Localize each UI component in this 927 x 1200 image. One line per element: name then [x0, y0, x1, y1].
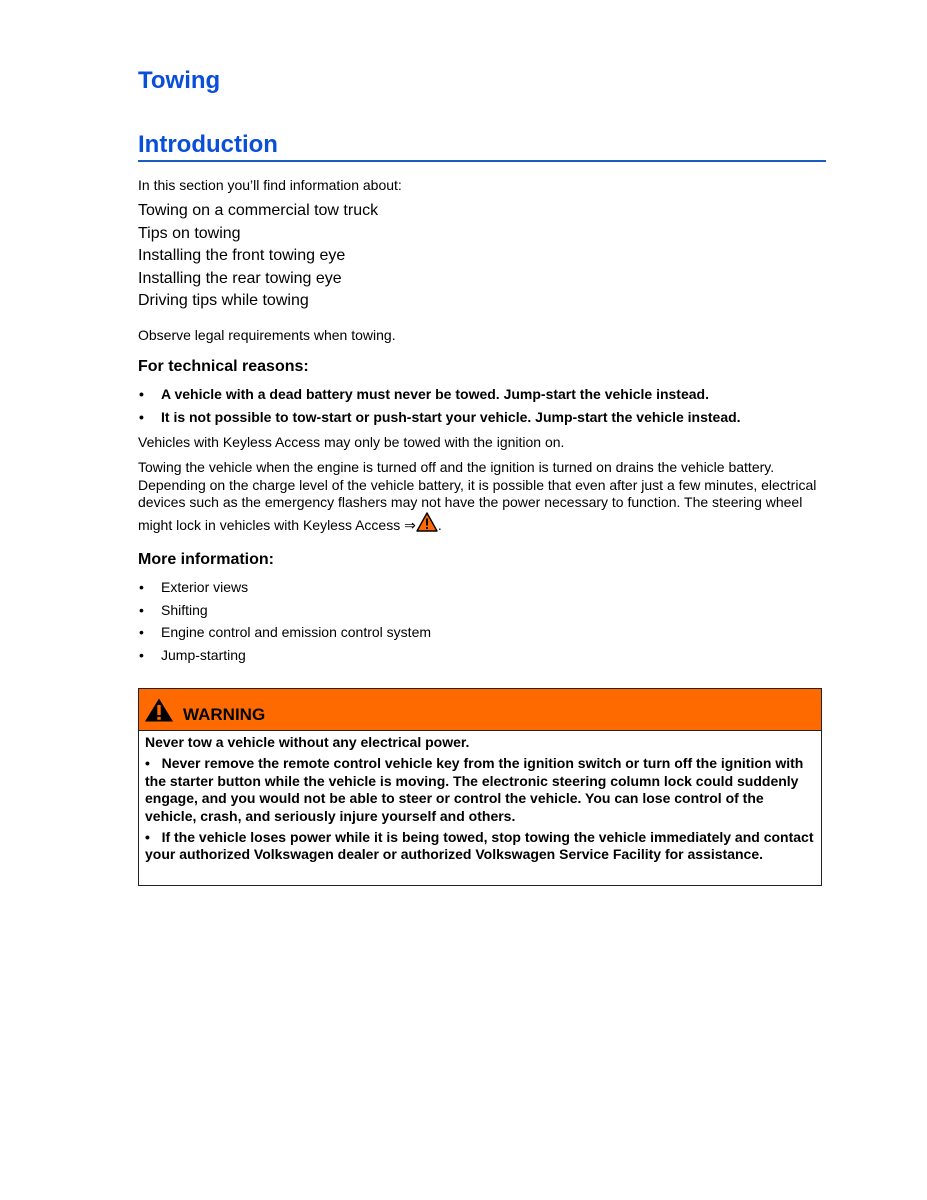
topic-item: Installing the front towing eye [138, 247, 346, 265]
warning-box [138, 688, 822, 886]
bullet-marker: • [139, 601, 144, 618]
warning-intro: Never tow a vehicle without any electrical power. [145, 734, 470, 750]
list-item[interactable] [138, 644, 431, 667]
legal-note: Observe legal requirements when towing. [138, 327, 396, 343]
more-info-heading: More information: [138, 551, 274, 568]
warning-title: WARNING [183, 705, 266, 724]
section-title: Towing [138, 67, 221, 94]
bullet-marker: • [139, 646, 144, 663]
list-item[interactable] [138, 576, 431, 599]
warning-item-text: If the vehicle loses power while it is being towed, stop towing the vehicle immediately and contact your authorized Volkswagen dealer or authorized Volkswagen Service Facility for assistance. [145, 829, 814, 863]
subsection-title: Introduction [138, 131, 826, 162]
more-info-link[interactable]: Jump-starting [161, 646, 246, 663]
battery-drain-end: . [437, 516, 442, 533]
bullet-marker: • [139, 386, 144, 402]
warning-triangle-icon [144, 697, 174, 723]
technical-list [138, 383, 741, 429]
topic-item: Towing on a commercial tow truck [138, 202, 379, 219]
list-item[interactable] [138, 621, 431, 644]
topic-list [138, 200, 378, 313]
warning-item [145, 829, 815, 864]
more-info-list [138, 576, 431, 666]
bullet-marker: • [139, 624, 144, 641]
bullet-marker: • [145, 829, 150, 846]
battery-drain-text: Towing the vehicle when the engine is turned off and the ignition is turned on drains the vehicle battery. Depending on the charge level of the vehicle battery, it is possible that even after just a few minutes, electrical devices such as the emergency flashers may not have the power necessary to function. The steering wheel might lock in vehicles with Keyless Access ⇒ [138, 459, 817, 533]
warning-item-text: Never remove the remote control vehicle key from the ignition switch or turn off the ignition with the starter button while the vehicle is moving. The electronic steering column lock could suddenly engage, and you would not be able to steer or control the vehicle. You can lose control of the vehicle, crash, and seriously injure yourself and others. [145, 755, 804, 824]
bullet-marker: • [145, 755, 150, 772]
technical-item-text: It is not possible to tow-start or push-start your vehicle. Jump-start the vehicle instead. [161, 409, 741, 425]
warning-header [139, 689, 821, 731]
list-item [138, 406, 741, 429]
keyless-note: Vehicles with Keyless Access may only be towed with the ignition on. [138, 434, 565, 450]
topic-item: Tips on towing [138, 224, 241, 242]
bullet-marker: • [139, 579, 144, 595]
warning-item [145, 755, 815, 825]
topic-item: Installing the rear towing eye [138, 269, 342, 287]
battery-drain-note [138, 459, 826, 534]
more-info-link[interactable]: Engine control and emission control system [161, 624, 432, 641]
bullet-marker: • [139, 409, 144, 425]
topic-item: Driving tips while towing [138, 292, 309, 310]
technical-item-text: A vehicle with a dead battery must never be towed. Jump-start the vehicle instead. [161, 386, 709, 402]
technical-heading: For technical reasons: [138, 358, 309, 375]
warning-body [139, 731, 821, 864]
more-info-link[interactable]: Shifting [161, 601, 208, 618]
intro-lead: In this section you’ll find information about: [138, 177, 402, 193]
more-info-link[interactable]: Exterior views [161, 579, 249, 595]
list-item[interactable] [138, 599, 431, 622]
list-item [138, 383, 741, 406]
warning-reference-icon[interactable] [416, 512, 438, 532]
